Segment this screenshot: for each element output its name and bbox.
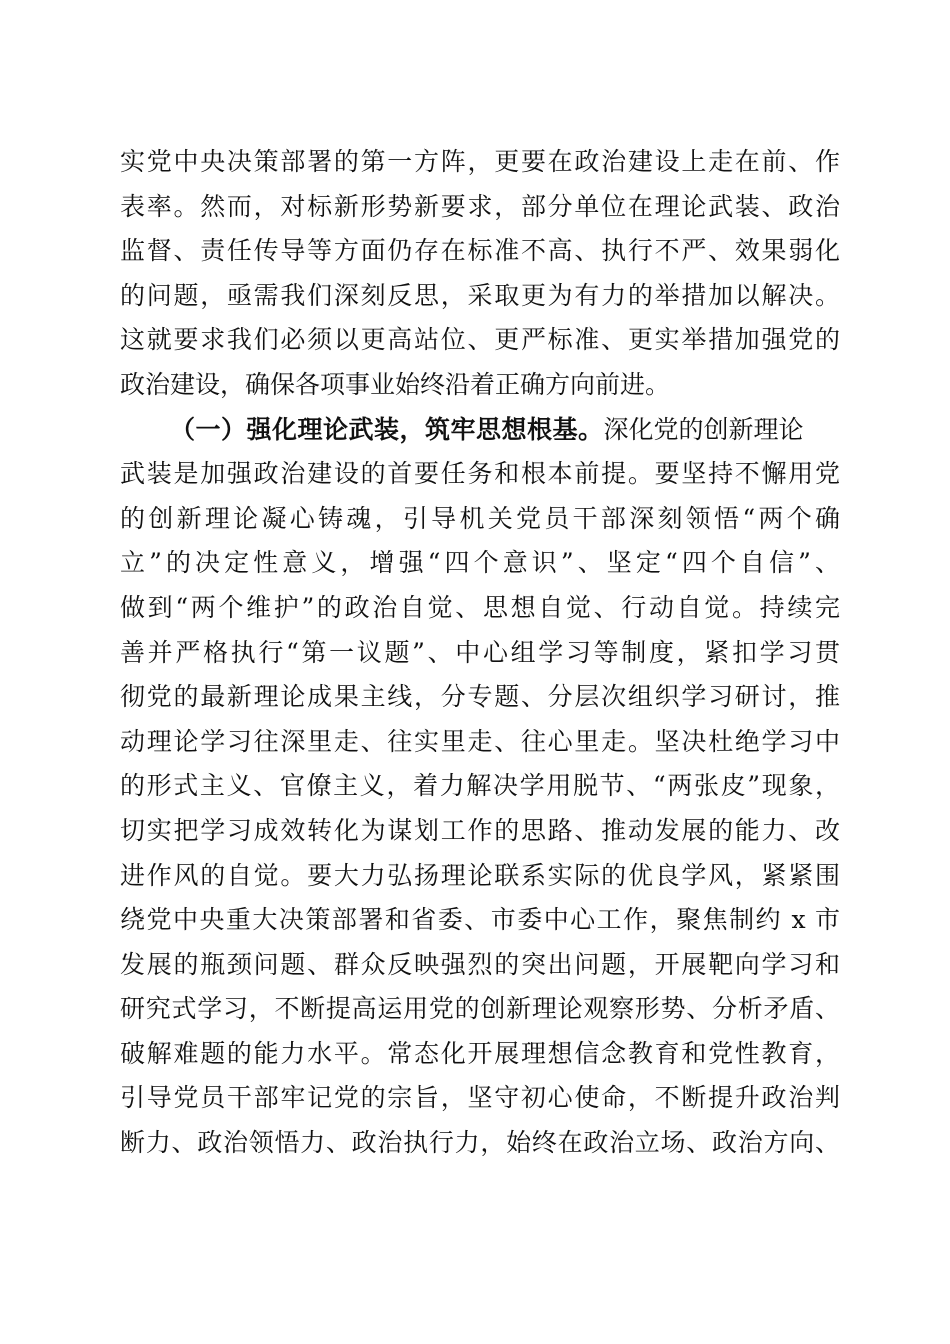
section-heading: （一）强化理论武装，筑牢思想根基。	[170, 414, 604, 444]
section-heading-line	[120, 408, 840, 453]
text-line: 武装是加强政治建设的首要任务和根本前提。要坚持不懈用党	[120, 459, 840, 489]
text-line: 的创新理论凝心铸魂，引导机关党员干部深刻领悟“两个确	[120, 503, 840, 533]
text-line: 做到“两个维护”的政治自觉、思想自觉、行动自觉。持续完	[120, 592, 840, 622]
text-line: 引导党员干部牢记党的宗旨，坚守初心使命，不断提升政治判	[120, 1083, 840, 1113]
text-line: 善并严格执行“第一议题”、中心组学习等制度，紧扣学习贯	[120, 637, 840, 667]
paragraph-last-line: 政治建设，确保各项事业始终沿着正确方向前进。	[120, 369, 671, 399]
text-line: 表率。然而，对标新形势新要求，部分单位在理论武装、政治	[120, 191, 840, 221]
text-line: 绕党中央重大决策部署和省委、市委中心工作，聚焦制约 x 市	[120, 905, 840, 935]
text-line: 动理论学习往深里走、往实里走、往心里走。坚决杜绝学习中	[120, 726, 840, 756]
text-line: 的问题，亟需我们深刻反思，采取更为有力的举措加以解决。	[120, 280, 840, 310]
text-line: 断力、政治领悟力、政治执行力，始终在政治立场、政治方向、	[120, 1128, 840, 1158]
text-line: 研究式学习，不断提高运用党的创新理论观察形势、分析矛盾、	[120, 994, 840, 1024]
text-line: 发展的瓶颈问题、群众反映强烈的突出问题，开展靶向学习和	[120, 949, 840, 979]
text-line: 切实把学习成效转化为谋划工作的思路、推动发展的能力、改	[120, 815, 840, 845]
text-line: 的形式主义、官僚主义，着力解决学用脱节、“两张皮”现象，	[120, 771, 840, 801]
text-line: 立”的决定性意义，增强“四个意识”、坚定“四个自信”、	[120, 548, 840, 578]
text-line: 破解难题的能力水平。常态化开展理想信念教育和党性教育，	[120, 1038, 840, 1068]
text-line: 进作风的自觉。要大力弘扬理论联系实际的优良学风，紧紧围	[120, 860, 840, 890]
text-line: 监督、责任传导等方面仍存在标准不高、执行不严、效果弱化	[120, 236, 840, 266]
body-text	[120, 140, 840, 1166]
text-line: 彻党的最新理论成果主线，分专题、分层次组织学习研讨，推	[120, 682, 840, 712]
text-line: 这就要求我们必须以更高站位、更严标准、更实举措加强党的	[120, 325, 840, 355]
text-line: 实党中央决策部署的第一方阵，更要在政治建设上走在前、作	[120, 147, 840, 176]
section-heading-continuation: 深化党的创新理论	[603, 414, 804, 444]
